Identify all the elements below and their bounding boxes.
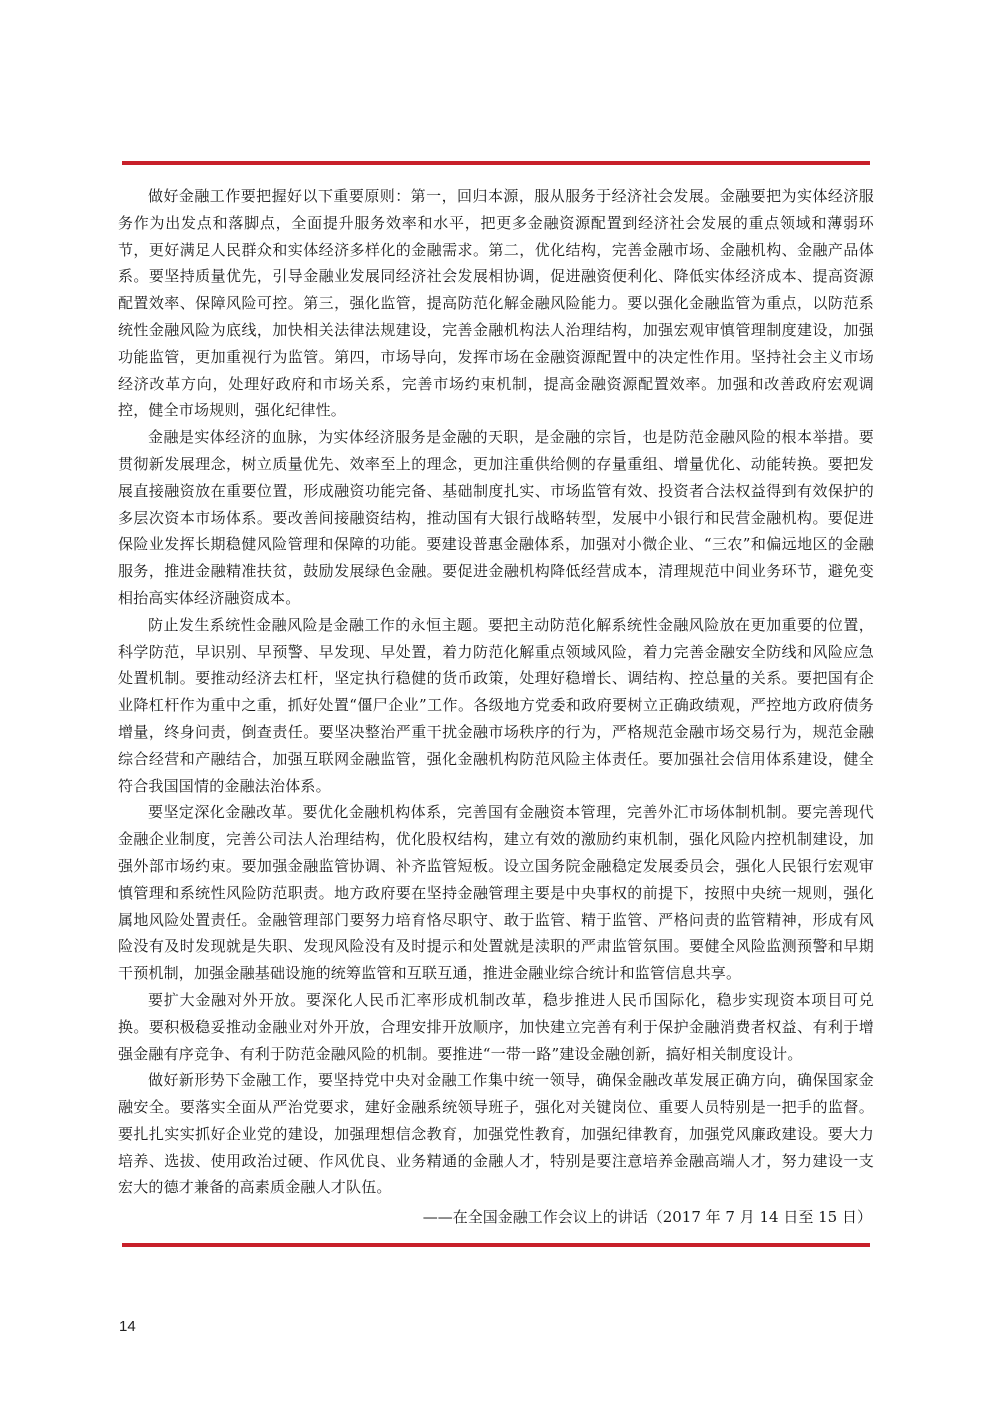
article-body: [118, 183, 874, 1230]
page-number: 14: [119, 1318, 136, 1335]
paragraph-5: 要扩大金融对外开放。要深化人民币汇率形成机制改革，稳步推进人民币国际化，稳步实现资本项目可兑换。要积极稳妥推动金融业对外开放，合理安排开放顺序，加快建立完善有利于保护金融消费者权益、有利于增强金融有序竞争、有利于防范金融风险的机制。要推进“一带一路”建设金融创新，搞好相关制度设计。: [118, 990, 874, 1063]
paragraph-2: 金融是实体经济的血脉，为实体经济服务是金融的天职，是金融的宗旨，也是防范金融风险的根本举措。要贯彻新发展理念，树立质量优先、效率至上的理念，更加注重供给侧的存量重组、增量优化、动能转换。要把发展直接融资放在重要位置，形成融资功能完备、基础制度扎实、市场监管有效、投资者合法权益得到有效保护的多层次资本市场体系。要改善间接融资结构，推动国有大银行战略转型，发展中小银行和民营金融机构。要促进保险业发挥长期稳健风险管理和保障的功能。要建设普惠金融体系，加强对小微企业、“三农”和偏远地区的金融服务，推进金融精准扶贫，鼓励发展绿色金融。要促进金融机构降低经营成本，清理规范中间业务环节，避免变相抬高实体经济融资成本。: [118, 428, 874, 607]
bottom-divider: [122, 1243, 870, 1247]
top-divider: [122, 161, 870, 165]
paragraph-6: 做好新形势下金融工作，要坚持党中央对金融工作集中统一领导，确保金融改革发展正确方向，确保国家金融安全。要落实全面从严治党要求，建好金融系统领导班子，强化对关键岗位、重要人员特别是一把手的监督。要扎扎实实抓好企业党的建设，加强理想信念教育，加强党性教育，加强纪律教育，加强党风廉政建设。要大力培养、选拔、使用政治过硬、作风优良、业务精通的金融人才，特别是要注意培养金融高端人才，努力建设一支宏大的德才兼备的高素质金融人才队伍。: [118, 1071, 874, 1197]
speech-attribution: ——在全国金融工作会议上的讲话（2017 年 7 月 14 日至 15 日）: [422, 1208, 872, 1227]
paragraph-4: 要坚定深化金融改革。要优化金融机构体系，完善国有金融资本管理，完善外汇市场体制机制。要完善现代金融企业制度，完善公司法人治理结构，优化股权结构，建立有效的激励约束机制，强化风险内控机制建设，加强外部市场约束。要加强金融监管协调、补齐监管短板。设立国务院金融稳定发展委员会，强化人民银行宏观审慎管理和系统性风险防范职责。地方政府要在坚持金融管理主要是中央事权的前提下，按照中央统一规则，强化属地风险处置责任。金融管理部门要努力培育恪尽职守、敢于监管、精于监管、严格问责的监管精神，形成有风险没有及时发现就是失职、发现风险没有及时提示和处置就是渎职的严肃监管氛围。要健全风险监测预警和早期干预机制，加强金融基础设施的统筹监管和互联互通，推进金融业综合统计和监管信息共享。: [118, 803, 874, 983]
paragraph-1: 做好金融工作要把握好以下重要原则：第一，回归本源，服从服务于经济社会发展。金融要把为实体经济服务作为出发点和落脚点，全面提升服务效率和水平，把更多金融资源配置到经济社会发展的重点领域和薄弱环节，更好满足人民群众和实体经济多样化的金融需求。第二，优化结构，完善金融市场、金融机构、金融产品体系。要坚持质量优先，引导金融业发展同经济社会发展相协调，促进融资便利化、降低实体经济成本、提高资源配置效率、保障风险可控。第三，强化监管，提高防范化解金融风险能力。要以强化金融监管为重点，以防范系统性金融风险为底线，加快相关法律法规建设，完善金融机构法人治理结构，加强宏观审慎管理制度建设，加强功能监管，更加重视行为监管。第四，市场导向，发挥市场在金融资源配置中的决定性作用。坚持社会主义市场经济改革方向，处理好政府和市场关系，完善市场约束机制，提高金融资源配置效率。加强和改善政府宏观调控，健全市场规则，强化纪律性。: [118, 187, 874, 420]
paragraph-3: 防止发生系统性金融风险是金融工作的永恒主题。要把主动防范化解系统性金融风险放在更加重要的位置，科学防范，早识别、早预警、早发现、早处置，着力防范化解重点领域风险，着力完善金融安全防线和风险应急处置机制。要推动经济去杠杆，坚定执行稳健的货币政策，处理好稳增长、调结构、控总量的关系。要把国有企业降杠杆作为重中之重，抓好处置“僵尸企业”工作。各级地方党委和政府要树立正确政绩观，严控地方政府债务增量，终身问责，倒查责任。要坚决整治严重干扰金融市场秩序的行为，严格规范金融市场交易行为，规范金融综合经营和产融结合，加强互联网金融监管，强化金融机构防范风险主体责任。要加强社会信用体系建设，健全符合我国国情的金融法治体系。: [118, 615, 874, 795]
